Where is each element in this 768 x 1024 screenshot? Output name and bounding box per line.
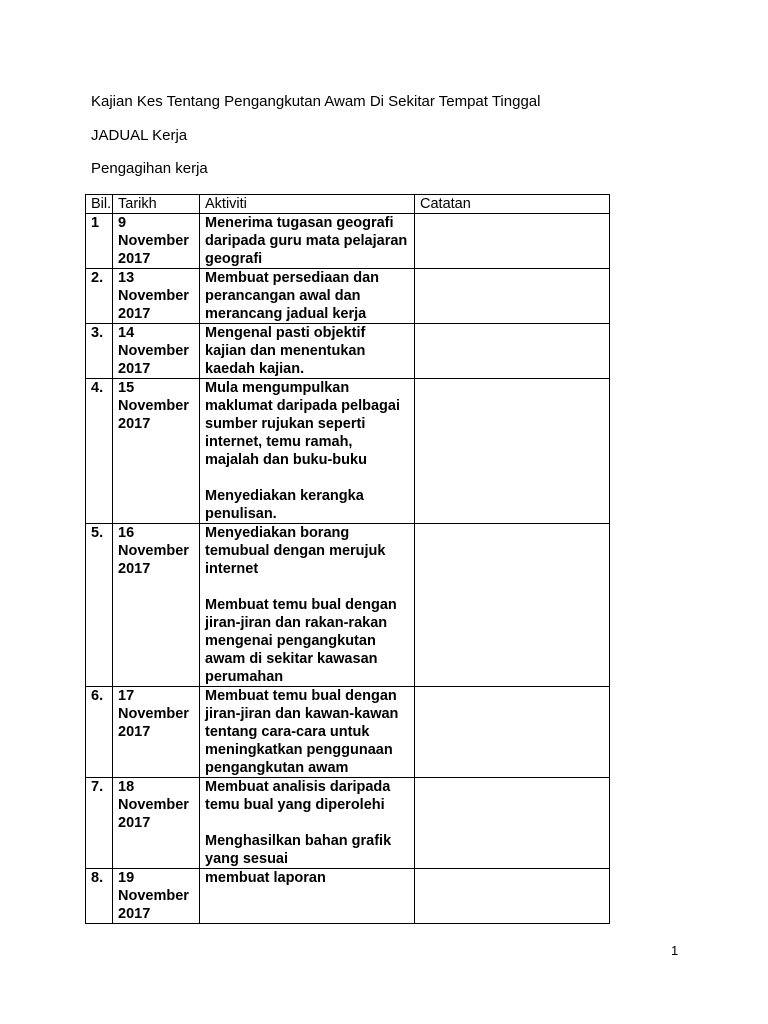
cell-bil: 1 [86, 214, 113, 269]
cell-bil: 6. [86, 687, 113, 778]
table-row [86, 524, 610, 687]
table-row [86, 379, 610, 524]
aktiviti-paragraph: Menerima tugasan geografi daripada guru mata pelajaran geografi [205, 215, 408, 267]
cell-tarikh [113, 687, 200, 778]
aktiviti-paragraph: Mula mengumpulkan maklumat daripada pelbagai sumber rujukan seperti internet, temu ramah, majalah dan buku-buku [205, 380, 401, 468]
tarikh-line: 2017 [118, 251, 151, 267]
cell-aktiviti [200, 524, 415, 687]
header-tarikh: Tarikh [113, 195, 200, 214]
cell-tarikh [113, 214, 200, 269]
cell-bil: 4. [86, 379, 113, 524]
table-row [86, 778, 610, 869]
cell-aktiviti [200, 869, 415, 924]
tarikh-line: 2017 [118, 416, 151, 432]
table-row [86, 214, 610, 269]
cell-catatan [415, 324, 610, 379]
cell-tarikh [113, 524, 200, 687]
header-bil: Bil. [86, 195, 113, 214]
cell-bil: 2. [86, 269, 113, 324]
tarikh-line: November [118, 343, 189, 359]
cell-catatan [415, 269, 610, 324]
cell-aktiviti [200, 687, 415, 778]
tarikh-line: 19 [118, 870, 135, 886]
tarikh-line: November [118, 543, 189, 559]
aktiviti-paragraph: Menghasilkan bahan grafik yang sesuai [205, 833, 392, 867]
cell-bil: 3. [86, 324, 113, 379]
tarikh-line: 13 [118, 270, 135, 286]
tarikh-line: 2017 [118, 724, 151, 740]
cell-bil: 7. [86, 778, 113, 869]
tarikh-line: 2017 [118, 361, 151, 377]
table-header-row [86, 195, 610, 214]
cell-catatan [415, 778, 610, 869]
table-row [86, 324, 610, 379]
section-heading: Pengagihan kerja [91, 160, 208, 177]
tarikh-line: November [118, 233, 189, 249]
aktiviti-paragraph: Membuat temu bual dengan jiran-jiran dan kawan-kawan tentang cara-cara untuk meningkatkan penggunaan pengangkutan awam [205, 688, 399, 776]
document-title: Kajian Kes Tentang Pengangkutan Awam Di Sekitar Tempat Tinggal [91, 93, 541, 110]
tarikh-line: 15 [118, 380, 135, 396]
cell-catatan [415, 214, 610, 269]
tarikh-line: 2017 [118, 906, 151, 922]
cell-catatan [415, 687, 610, 778]
cell-tarikh [113, 379, 200, 524]
tarikh-line: 16 [118, 525, 135, 541]
cell-aktiviti [200, 778, 415, 869]
tarikh-line: November [118, 706, 189, 722]
table-body [86, 214, 610, 924]
cell-catatan [415, 379, 610, 524]
work-schedule-table [85, 194, 610, 924]
cell-tarikh [113, 778, 200, 869]
cell-aktiviti [200, 379, 415, 524]
cell-tarikh [113, 269, 200, 324]
page-number: 1 [671, 943, 679, 958]
tarikh-line: November [118, 797, 189, 813]
aktiviti-paragraph: Membuat persediaan dan perancangan awal dan merancang jadual kerja [205, 270, 380, 322]
aktiviti-paragraph: Membuat temu bual dengan jiran-jiran dan rakan-rakan mengenai pengangkutan awam di sekitar kawasan perumahan [205, 597, 397, 685]
tarikh-line: November [118, 288, 189, 304]
cell-aktiviti [200, 269, 415, 324]
table-row [86, 687, 610, 778]
cell-catatan [415, 524, 610, 687]
aktiviti-paragraph: Membuat analisis daripada temu bual yang diperolehi [205, 779, 391, 813]
tarikh-line: 9 [118, 215, 127, 231]
table-row [86, 869, 610, 924]
tarikh-line: 2017 [118, 815, 151, 831]
aktiviti-paragraph: membuat laporan [205, 870, 326, 886]
tarikh-line: 18 [118, 779, 135, 795]
cell-tarikh [113, 869, 200, 924]
cell-aktiviti [200, 214, 415, 269]
tarikh-line: November [118, 888, 189, 904]
table-row [86, 269, 610, 324]
header-catatan: Catatan [415, 195, 610, 214]
tarikh-line: 2017 [118, 306, 151, 322]
cell-aktiviti [200, 324, 415, 379]
aktiviti-paragraph: Mengenal pasti objektif kajian dan menentukan kaedah kajian. [205, 325, 366, 377]
aktiviti-paragraph: Menyediakan kerangka penulisan. [205, 488, 364, 522]
tarikh-line: November [118, 398, 189, 414]
document-subtitle: JADUAL Kerja [91, 127, 188, 144]
tarikh-line: 17 [118, 688, 135, 704]
cell-bil: 8. [86, 869, 113, 924]
header-aktiviti: Aktiviti [200, 195, 415, 214]
cell-tarikh [113, 324, 200, 379]
aktiviti-paragraph: Menyediakan borang temubual dengan merujuk internet [205, 525, 386, 577]
tarikh-line: 2017 [118, 561, 151, 577]
cell-catatan [415, 869, 610, 924]
tarikh-line: 14 [118, 325, 135, 341]
cell-bil: 5. [86, 524, 113, 687]
